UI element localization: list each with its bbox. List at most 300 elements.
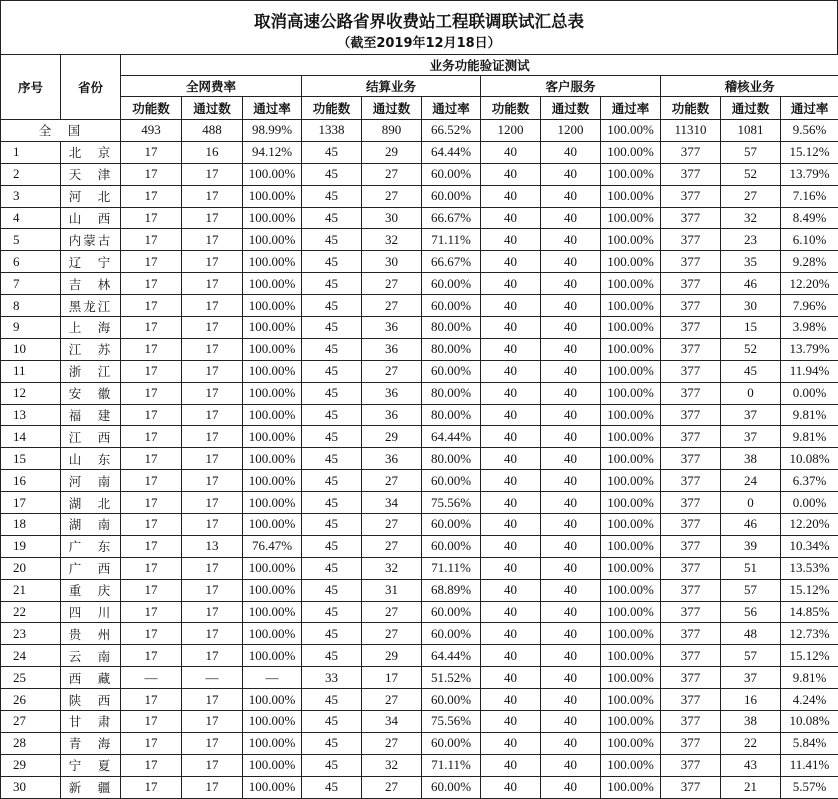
row-cell: 24 [721,470,781,492]
row-cell: 27 [362,163,422,185]
row-cell: 40 [541,448,601,470]
row-cell: 40 [481,338,541,360]
row-cell: 377 [661,776,721,798]
row-cell: 38 [721,711,781,733]
row-cell: 39 [721,535,781,557]
row-cell: 17 [362,667,422,689]
row-cell: 45 [302,251,362,273]
row-cell: 45 [302,535,362,557]
header-group: 业务功能验证测试 [121,55,838,76]
row-cell: 377 [661,601,721,623]
row-cell: 27 [362,470,422,492]
row-cell: 17 [121,404,182,426]
row-cell: 40 [541,623,601,645]
row-province: 浙 江 [61,360,121,382]
row-cell: 27 [362,623,422,645]
row-cell: 17 [121,185,182,207]
row-cell: 100.00% [243,360,302,382]
row-cell: 27 [362,689,422,711]
row-cell: 100.00% [243,514,302,536]
table-row [1,667,838,689]
row-cell: 100.00% [601,754,661,776]
total-row [1,120,838,142]
row-cell: 35 [721,251,781,273]
row-cell: 377 [661,470,721,492]
row-cell: 377 [661,492,721,514]
row-cell: 17 [182,295,243,317]
row-cell: 40 [541,251,601,273]
row-cell: 40 [541,470,601,492]
row-cell: 377 [661,295,721,317]
sub-header: 通过数 [182,97,243,120]
row-cell: 17 [121,317,182,339]
row-cell: 45 [302,360,362,382]
row-cell: 100.00% [243,754,302,776]
row-province: 山 西 [61,207,121,229]
table-row [1,295,838,317]
row-cell: 100.00% [243,229,302,251]
row-cell: 40 [541,141,601,163]
row-cell: 51 [721,557,781,579]
row-province: 辽 宁 [61,251,121,273]
row-cell: 40 [481,732,541,754]
table-row [1,470,838,492]
row-cell: 40 [481,185,541,207]
row-cell: 377 [661,711,721,733]
row-cell: 377 [661,579,721,601]
total-cell: 1338 [302,120,362,142]
row-cell: 100.00% [243,711,302,733]
row-cell: 17 [182,754,243,776]
row-cell: 100.00% [243,295,302,317]
row-cell: 40 [481,754,541,776]
row-province: 江 西 [61,426,121,448]
row-cell: 40 [481,711,541,733]
row-cell: 27 [362,360,422,382]
row-province: 青 海 [61,732,121,754]
row-cell: 80.00% [422,382,481,404]
row-cell: 13.79% [781,163,838,185]
row-cell: 13 [182,535,243,557]
row-cell: 66.67% [422,207,481,229]
row-cell: 80.00% [422,317,481,339]
row-cell: 17 [182,382,243,404]
row-cell: 40 [481,273,541,295]
row-cell: 40 [481,207,541,229]
row-cell: 40 [541,317,601,339]
row-cell: 17 [182,360,243,382]
row-cell: 17 [121,754,182,776]
row-cell: 34 [362,492,422,514]
row-cell: 36 [362,404,422,426]
row-cell: 10.08% [781,711,838,733]
row-cell: 27 [721,185,781,207]
row-cell: 100.00% [601,776,661,798]
row-seq: 7 [1,273,61,295]
table-row [1,360,838,382]
sub-header: 通过数 [362,97,422,120]
table-subtitle: （截至2019年12月18日） [337,36,501,51]
row-cell: 100.00% [601,579,661,601]
row-cell: 17 [182,601,243,623]
row-cell: 17 [121,360,182,382]
sub-header: 通过数 [541,97,601,120]
row-cell: 60.00% [422,776,481,798]
row-cell: 17 [182,623,243,645]
row-cell: 40 [541,163,601,185]
row-cell: 6.37% [781,470,838,492]
row-cell: 40 [481,229,541,251]
row-cell: 45 [302,645,362,667]
row-cell: 15.12% [781,645,838,667]
row-cell: 46 [721,273,781,295]
row-cell: 17 [121,732,182,754]
total-cell: 1200 [541,120,601,142]
row-cell: 17 [121,623,182,645]
row-cell: 33 [302,667,362,689]
row-cell: 80.00% [422,448,481,470]
row-cell: 17 [182,776,243,798]
row-province: 黑龙江 [61,295,121,317]
row-cell: 40 [541,732,601,754]
table-row [1,776,838,798]
row-cell: 60.00% [422,185,481,207]
row-seq: 28 [1,732,61,754]
row-cell: 377 [661,251,721,273]
row-cell: 377 [661,623,721,645]
row-cell: 17 [182,338,243,360]
row-cell: 45 [302,514,362,536]
row-cell: 377 [661,667,721,689]
row-cell: 45 [302,295,362,317]
row-cell: 377 [661,689,721,711]
table-row [1,754,838,776]
row-cell: 40 [541,338,601,360]
section-header: 结算业务 [302,76,481,97]
row-cell: 100.00% [243,317,302,339]
row-cell: — [121,667,182,689]
row-cell: 64.44% [422,141,481,163]
row-cell: 37 [721,667,781,689]
row-cell: 11.94% [781,360,838,382]
row-cell: 40 [481,163,541,185]
row-seq: 17 [1,492,61,514]
row-seq: 6 [1,251,61,273]
row-cell: 40 [481,667,541,689]
row-cell: 17 [121,535,182,557]
row-cell: 64.44% [422,426,481,448]
row-seq: 29 [1,754,61,776]
row-cell: 100.00% [601,273,661,295]
row-cell: 17 [182,163,243,185]
row-cell: 100.00% [601,295,661,317]
table-row [1,492,838,514]
row-cell: 377 [661,317,721,339]
row-cell: 15.12% [781,141,838,163]
total-cell: 1200 [481,120,541,142]
sub-header: 通过数 [721,97,781,120]
row-cell: 32 [362,557,422,579]
row-cell: 100.00% [243,448,302,470]
row-cell: 9.81% [781,404,838,426]
row-cell: 40 [541,295,601,317]
row-cell: 17 [121,601,182,623]
row-cell: 100.00% [243,404,302,426]
row-cell: 40 [481,360,541,382]
row-cell: 60.00% [422,689,481,711]
row-cell: 100.00% [601,492,661,514]
row-province: 贵 州 [61,623,121,645]
row-cell: 0.00% [781,382,838,404]
table-row [1,382,838,404]
table-row [1,645,838,667]
row-cell: 71.11% [422,557,481,579]
row-cell: 36 [362,448,422,470]
row-cell: 17 [121,492,182,514]
row-cell: 57 [721,141,781,163]
row-cell: 71.11% [422,754,481,776]
row-cell: 30 [362,207,422,229]
row-cell: 17 [121,448,182,470]
row-cell: 377 [661,185,721,207]
row-cell: 17 [121,273,182,295]
row-cell: 17 [121,338,182,360]
row-cell: 17 [121,776,182,798]
section-header: 稽核业务 [661,76,838,97]
row-cell: 17 [121,645,182,667]
total-cell: 1081 [721,120,781,142]
table-row [1,404,838,426]
row-cell: 17 [121,229,182,251]
row-cell: 100.00% [243,645,302,667]
row-cell: 30 [362,251,422,273]
row-cell: 12.20% [781,514,838,536]
row-cell: 377 [661,273,721,295]
row-cell: 36 [362,338,422,360]
row-cell: 36 [362,317,422,339]
row-cell: 52 [721,338,781,360]
row-seq: 21 [1,579,61,601]
row-cell: 36 [362,382,422,404]
row-cell: 45 [302,601,362,623]
row-cell: 100.00% [601,141,661,163]
row-cell: 40 [481,382,541,404]
row-seq: 25 [1,667,61,689]
row-cell: 27 [362,185,422,207]
row-cell: 45 [302,338,362,360]
row-cell: 100.00% [601,404,661,426]
row-cell: 17 [182,404,243,426]
table-row [1,185,838,207]
sub-header: 通过率 [422,97,481,120]
row-province: 吉 林 [61,273,121,295]
row-cell: 377 [661,557,721,579]
row-cell: 40 [541,207,601,229]
row-seq: 14 [1,426,61,448]
table-title: 取消高速公路省界收费站工程联调联试汇总表 [254,12,584,31]
row-cell: 45 [302,185,362,207]
row-cell: 60.00% [422,295,481,317]
row-cell: 68.89% [422,579,481,601]
sub-header: 通过率 [601,97,661,120]
row-cell: 100.00% [601,317,661,339]
row-seq: 19 [1,535,61,557]
row-cell: 17 [182,448,243,470]
row-cell: 40 [481,470,541,492]
row-cell: 45 [302,776,362,798]
total-cell: 890 [362,120,422,142]
row-cell: 40 [541,754,601,776]
row-cell: 60.00% [422,470,481,492]
row-cell: 17 [182,273,243,295]
row-province: 广 东 [61,535,121,557]
row-cell: 100.00% [601,360,661,382]
row-cell: 45 [302,273,362,295]
row-cell: 38 [721,448,781,470]
row-seq: 30 [1,776,61,798]
row-cell: 100.00% [601,382,661,404]
row-cell: 29 [362,645,422,667]
row-province: 河 南 [61,470,121,492]
row-cell: 45 [302,732,362,754]
total-cell: 488 [182,120,243,142]
row-cell: 377 [661,514,721,536]
row-cell: 57 [721,645,781,667]
row-cell: 100.00% [243,601,302,623]
total-cell: 98.99% [243,120,302,142]
summary-table [0,54,838,799]
row-cell: 37 [721,404,781,426]
row-cell: 100.00% [601,732,661,754]
row-cell: 377 [661,360,721,382]
row-cell: 377 [661,338,721,360]
row-cell: 377 [661,141,721,163]
table-row [1,426,838,448]
row-seq: 10 [1,338,61,360]
row-cell: 45 [302,207,362,229]
row-cell: 377 [661,207,721,229]
row-cell: 15 [721,317,781,339]
row-cell: 17 [182,207,243,229]
row-cell: 100.00% [601,514,661,536]
row-cell: 100.00% [243,776,302,798]
row-cell: 40 [541,492,601,514]
row-cell: 40 [481,295,541,317]
row-cell: 40 [541,382,601,404]
row-cell: — [243,667,302,689]
row-cell: 5.84% [781,732,838,754]
row-cell: 71.11% [422,229,481,251]
row-cell: 27 [362,295,422,317]
row-cell: 45 [302,317,362,339]
row-seq: 13 [1,404,61,426]
row-cell: 17 [182,732,243,754]
row-cell: 100.00% [243,273,302,295]
row-cell: 100.00% [243,382,302,404]
row-cell: 32 [362,754,422,776]
sub-header: 功能数 [481,97,541,120]
row-cell: 27 [362,776,422,798]
row-cell: 17 [121,251,182,273]
row-seq: 3 [1,185,61,207]
row-cell: 43 [721,754,781,776]
row-cell: 40 [541,229,601,251]
row-cell: 100.00% [243,163,302,185]
row-cell: 94.12% [243,141,302,163]
row-cell: 40 [541,645,601,667]
row-cell: 27 [362,535,422,557]
row-cell: 12.73% [781,623,838,645]
row-cell: 22 [721,732,781,754]
table-row [1,163,838,185]
row-cell: 46 [721,514,781,536]
row-province: 西 藏 [61,667,121,689]
row-cell: 80.00% [422,404,481,426]
row-cell: 45 [302,557,362,579]
row-cell: 60.00% [422,601,481,623]
row-cell: 9.81% [781,426,838,448]
row-cell: 40 [541,404,601,426]
row-cell: 45 [302,163,362,185]
row-cell: 377 [661,754,721,776]
row-cell: 17 [121,207,182,229]
row-cell: 377 [661,448,721,470]
row-cell: 16 [182,141,243,163]
row-province: 北 京 [61,141,121,163]
row-cell: 37 [721,426,781,448]
row-cell: 100.00% [243,492,302,514]
row-province: 福 建 [61,404,121,426]
row-cell: 27 [362,273,422,295]
row-cell: 76.47% [243,535,302,557]
row-cell: 45 [721,360,781,382]
row-province: 河 北 [61,185,121,207]
row-cell: 40 [541,535,601,557]
row-province: 四 川 [61,601,121,623]
row-cell: 17 [121,163,182,185]
row-cell: 377 [661,535,721,557]
row-cell: 100.00% [601,689,661,711]
row-cell: 0 [721,382,781,404]
row-cell: 377 [661,163,721,185]
row-cell: 40 [541,360,601,382]
table-row [1,623,838,645]
row-cell: 100.00% [601,338,661,360]
row-seq: 18 [1,514,61,536]
row-seq: 11 [1,360,61,382]
row-cell: 100.00% [243,557,302,579]
row-cell: 17 [121,426,182,448]
total-cell: 493 [121,120,182,142]
row-cell: 40 [541,776,601,798]
row-cell: 60.00% [422,163,481,185]
row-cell: 100.00% [601,426,661,448]
row-cell: 17 [182,579,243,601]
row-province: 上 海 [61,317,121,339]
row-province: 湖 北 [61,492,121,514]
row-cell: 31 [362,579,422,601]
row-cell: 60.00% [422,732,481,754]
row-cell: 0.00% [781,492,838,514]
row-province: 山 东 [61,448,121,470]
row-cell: 40 [541,557,601,579]
total-label: 全 国 [1,120,121,142]
row-cell: 17 [182,251,243,273]
sub-header: 通过率 [243,97,302,120]
row-cell: 80.00% [422,338,481,360]
row-cell: 17 [182,470,243,492]
row-cell: 21 [721,776,781,798]
